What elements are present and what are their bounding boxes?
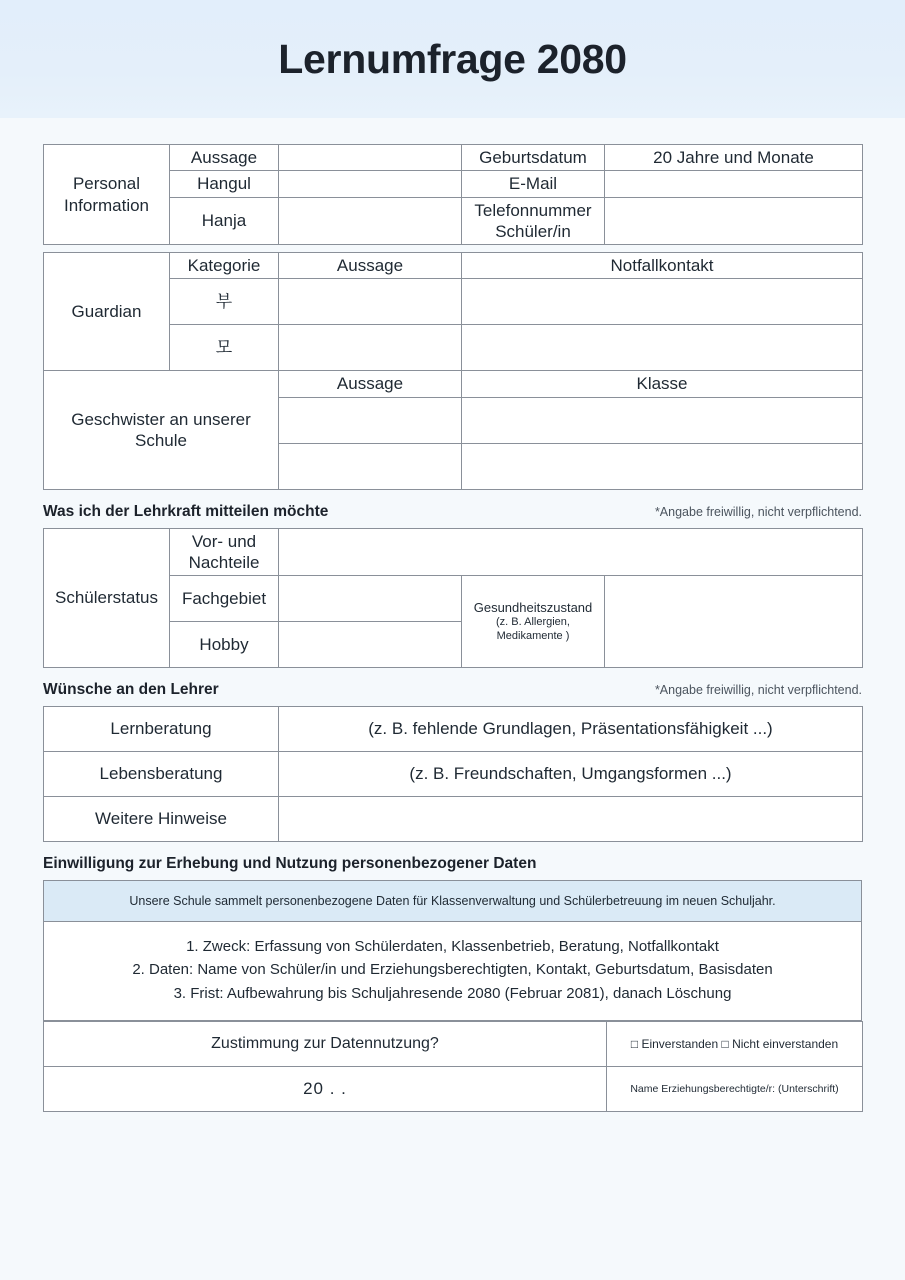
- personal-field2-0: Geburtsdatum: [462, 145, 605, 171]
- guardian-emergency-1[interactable]: [462, 325, 863, 371]
- consent-section-heading: [43, 855, 862, 873]
- health-label-text: Gesundheitszustand: [473, 599, 593, 615]
- personal-value2-1[interactable]: [605, 171, 863, 197]
- personal-information-label: Personal Information: [44, 145, 170, 245]
- health-label-hint: (z. B. Allergien, Medikamente ): [496, 615, 570, 642]
- consent-box: [43, 880, 862, 1021]
- hobby-label: Hobby: [170, 622, 279, 668]
- personal-field2-1: E-Mail: [462, 171, 605, 197]
- siblings-statement-1[interactable]: [279, 443, 462, 489]
- consent-date-field[interactable]: 20 . .: [44, 1066, 607, 1111]
- personal-value-1[interactable]: [279, 171, 462, 197]
- consent-items: [44, 922, 861, 1020]
- table-row: [44, 253, 863, 279]
- wishes-section-heading: [43, 681, 862, 699]
- consent-item-0: 1. Zweck: Erfassung von Schülerdaten, Klassenbetrieb, Beratung, Notfallkontakt: [186, 938, 719, 955]
- personal-field-0: Aussage: [170, 145, 279, 171]
- personal-value2-2[interactable]: [605, 197, 863, 245]
- consent-options[interactable]: □ Einverstanden □ Nicht einverstanden: [607, 1021, 863, 1066]
- wishes-section-title: Wünsche an den Lehrer: [43, 681, 219, 698]
- student-status-label: Schülerstatus: [44, 528, 170, 668]
- guardian-siblings-table: [43, 252, 863, 490]
- personal-value-0[interactable]: [279, 145, 462, 171]
- wish-label-2: Weitere Hinweise: [44, 797, 279, 842]
- wishes-table: [43, 706, 863, 842]
- guardian-category-0: 부: [170, 279, 279, 325]
- subject-label: Fachgebiet: [170, 576, 279, 622]
- consent-item-2: 3. Frist: Aufbewahrung bis Schuljahresende 2080 (Februar 2081), danach Löschung: [173, 984, 732, 1002]
- personal-field-2: Hanja: [170, 197, 279, 245]
- consent-banner: Unsere Schule sammelt personenbezogene Daten für Klassenverwaltung und Schülerbetreuung im neuen Schuljahr.: [44, 881, 861, 922]
- table-row: [44, 145, 863, 171]
- personal-field-1: Hangul: [170, 171, 279, 197]
- wishes-section-note: *Angabe freiwillig, nicht verpflichtend.: [654, 683, 862, 697]
- guardian-statement-0[interactable]: [279, 279, 462, 325]
- siblings-statement-0[interactable]: [279, 397, 462, 443]
- teacher-section-title: Was ich der Lehrkraft mitteilen möchte: [43, 502, 329, 520]
- health-label: [462, 576, 605, 668]
- form-sheet: [0, 118, 905, 1112]
- siblings-class-1[interactable]: [462, 443, 863, 489]
- table-row: [44, 1066, 863, 1111]
- personal-value-2[interactable]: [279, 197, 462, 245]
- guardian-header-statement: Aussage: [279, 253, 462, 279]
- consent-item-1: 2. Daten: Name von Schüler/in und Erziehungsberechtigten, Kontakt, Geburtsdatum, Basisdaten: [132, 961, 773, 979]
- table-row: [44, 1021, 863, 1066]
- table-row: [44, 707, 863, 752]
- consent-section-title: Einwilligung zur Erhebung und Nutzung personenbezogener Daten: [43, 855, 537, 872]
- health-value[interactable]: [605, 576, 863, 668]
- page-title: Lernumfrage 2080: [278, 35, 627, 82]
- student-status-table: [43, 528, 863, 669]
- teacher-section-note: *Angabe freiwillig, nicht verpflichtend.: [654, 504, 862, 519]
- hobby-value[interactable]: [279, 622, 462, 668]
- pros-cons-value[interactable]: [279, 528, 863, 576]
- siblings-label: Geschwister an unserer Schule: [44, 371, 279, 489]
- table-row: [44, 528, 863, 576]
- guardian-header-emergency: Notfallkontakt: [462, 253, 863, 279]
- table-row: [44, 797, 863, 842]
- consent-signature-label[interactable]: Name Erziehungsberechtigte/r: (Unterschrift): [607, 1066, 863, 1111]
- siblings-header-statement: Aussage: [279, 371, 462, 397]
- guardian-category-1: 모: [170, 325, 279, 371]
- wish-label-0: Lernberatung: [44, 707, 279, 752]
- guardian-statement-1[interactable]: [279, 325, 462, 371]
- guardian-header-category: Kategorie: [170, 253, 279, 279]
- consent-question: Zustimmung zur Datennutzung?: [44, 1021, 607, 1066]
- table-row: [44, 371, 863, 397]
- teacher-section-heading: [43, 503, 862, 521]
- siblings-header-class: Klasse: [462, 371, 863, 397]
- guardian-label: Guardian: [44, 253, 170, 371]
- consent-signature-table: [43, 1021, 863, 1112]
- wish-value-0[interactable]: (z. B. fehlende Grundlagen, Präsentationsfähigkeit ...): [279, 707, 863, 752]
- table-row: [44, 752, 863, 797]
- page-header: [0, 0, 905, 118]
- wish-value-2[interactable]: [279, 797, 863, 842]
- personal-field2-2: Telefonnummer Schüler/in: [462, 197, 605, 245]
- siblings-class-0[interactable]: [462, 397, 863, 443]
- personal-information-table: [43, 144, 863, 245]
- personal-value2-0[interactable]: 20 Jahre und Monate: [605, 145, 863, 171]
- subject-value[interactable]: [279, 576, 462, 622]
- wish-value-1[interactable]: (z. B. Freundschaften, Umgangsformen ...): [279, 752, 863, 797]
- pros-cons-label: Vor- und Nachteile: [170, 528, 279, 576]
- wish-label-1: Lebensberatung: [44, 752, 279, 797]
- guardian-emergency-0[interactable]: [462, 279, 863, 325]
